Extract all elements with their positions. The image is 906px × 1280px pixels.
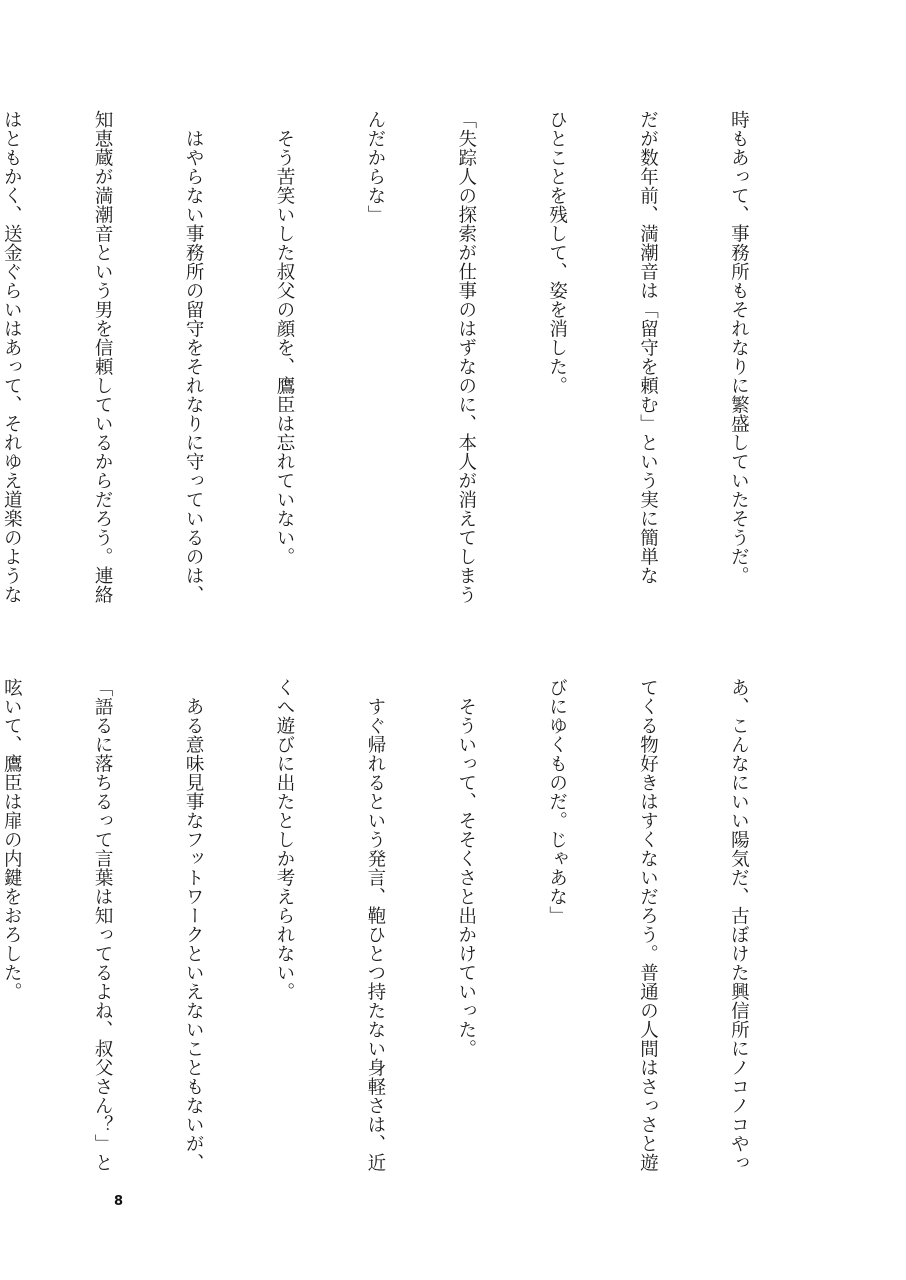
text-line: びにゆくものだ。じゃあな」 [546,678,568,925]
text-line: そう苦笑いした叔父の顔を、鷹臣は忘れていない。 [273,110,295,566]
text-line: 「失踪人の探索が仕事のはずなのに、本人が消えてしまう [455,110,477,604]
text-line: 「語るに落ちるって言葉は知ってるよね、叔父さん？」と [92,678,114,1172]
text-line: 知恵蔵が満潮音という男を信頼しているからだろう。連絡 [92,110,114,604]
text-line: そういって、そそくさと出かけていった。 [455,678,477,1058]
text-line: はともかく、送金ぐらいはあって、それゆえ道楽のような [1,110,23,604]
text-line: 呟いて、鷹臣は扉の内鍵をおろした。 [1,678,23,1001]
text-line: てくる物好きはすくないだろう。普通の人間はさっさと遊 [637,678,659,1172]
text-line: ある意味見事なフットワークといえないこともないが、 [183,678,205,1172]
text-line: あ、こんなにいい陽気だ、古ぼけた興信所にノコノコやっ [728,678,750,1172]
text-line: だが数年前、満潮音は「留守を頼む」という実に簡単な [637,110,659,585]
page-number: 8 [114,1194,124,1209]
lower-text-block [0,678,814,1172]
text-line: くへ遊びに出たとしか考えられない。 [273,678,295,1001]
text-line: んだからな」 [364,110,386,224]
text-line: ひとことを残して、姿を消した。 [546,110,568,395]
text-line: すぐ帰れるという発言、鞄ひとつ持たない身軽さは、近 [364,678,386,1172]
upper-text-block [0,110,814,610]
text-line: 時もあって、事務所もそれなりに繁盛していたそうだ。 [728,110,750,585]
text-line: はやらない事務所の留守をそれなりに守っているのは、 [183,110,205,604]
